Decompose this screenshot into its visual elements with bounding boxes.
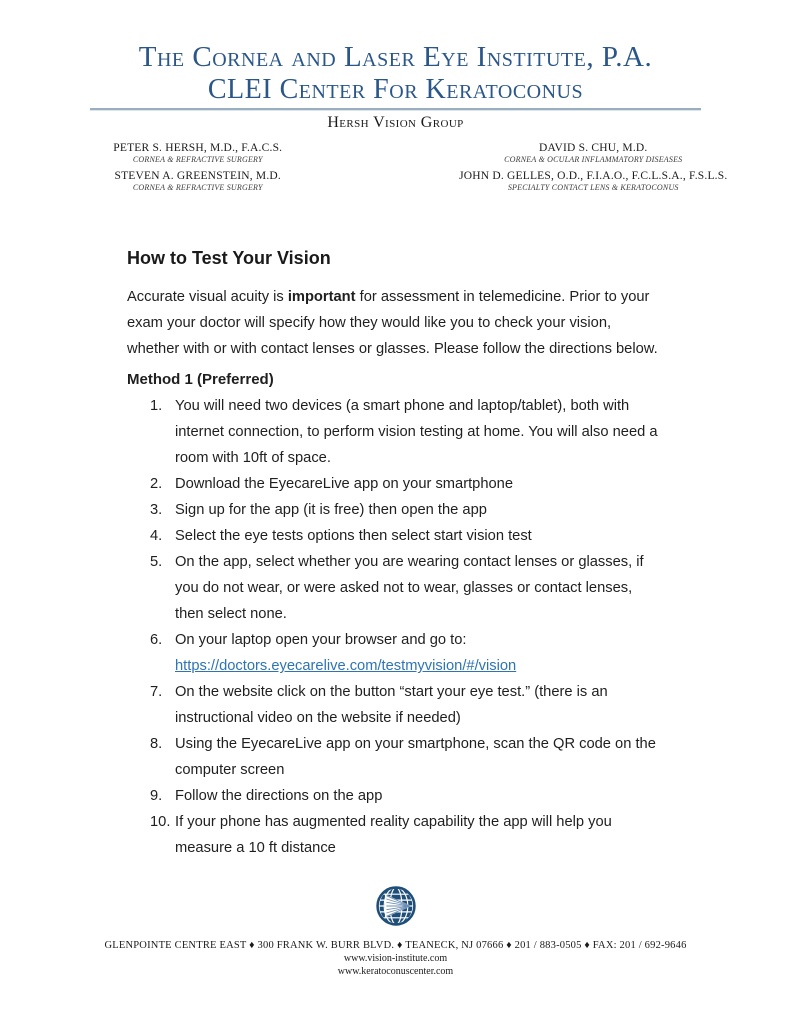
step-text: Download the EyecareLive app on your smartphone — [175, 476, 514, 493]
step-text: On the app, select whether you are wearing contact lenses or glasses, if you do not wear, or were asked not to wear, glasses or contact lenses, then select none. — [175, 554, 644, 623]
doctor-roster — [0, 142, 791, 198]
doctor-specialty: SPECIALTY CONTACT LENS & KERATOCONUS — [507, 183, 679, 193]
step-item — [150, 549, 664, 627]
doctor-specialty: CORNEA & REFRACTIVE SURGERY — [132, 155, 263, 165]
step-text-intro: On your laptop open your browser and go to: — [175, 632, 467, 649]
intro-bold-word: important — [287, 289, 356, 306]
footer-website-1: www.vision-institute.com — [343, 953, 448, 965]
step-number: 10. — [150, 814, 171, 831]
doctor-name: PETER S. HERSH, M.D., F.A.C.S. — [113, 142, 283, 155]
step-text: You will need two devices (a smart phone and laptop/tablet), both with internet connection, to perform vision testing at home. You will also need a room with 10ft of space. — [175, 398, 658, 467]
document-body — [127, 248, 664, 861]
step-item — [150, 627, 664, 679]
method-heading: Method 1 (Preferred) — [127, 371, 274, 389]
step-number: 8. — [150, 736, 163, 753]
step-item — [150, 497, 664, 523]
intro-text-end: for assessment in telemedicine. Prior to your exam your doctor will specify how they would like you to check your vision, whether with or with contact lenses or glasses. Please follow the directions below. — [127, 289, 658, 358]
footer-website-2: www.keratoconuscenter.com — [337, 966, 454, 978]
steps-list — [127, 393, 664, 861]
clei-globe-logo — [368, 878, 424, 934]
step-number: 9. — [150, 788, 163, 805]
doctor-specialty: CORNEA & REFRACTIVE SURGERY — [132, 183, 263, 193]
doctor-entry — [396, 170, 791, 192]
step-item — [150, 523, 664, 549]
institute-name: The Cornea and Laser Eye Institute, P.A. — [138, 41, 653, 73]
doctor-entry — [0, 170, 396, 192]
step-item — [150, 783, 664, 809]
footer-address: GLENPOINTE CENTRE EAST ♦ 300 FRANK W. BURR BLVD. ♦ TEANECK, NJ 07666 ♦ 201 / 883-0505 ♦ FAX: 201 / 692-9646 — [104, 940, 687, 952]
step-number: 7. — [150, 684, 163, 701]
letterhead — [0, 0, 791, 198]
step-item — [150, 679, 664, 731]
center-name: CLEI Center For Keratoconus — [207, 73, 584, 105]
intro-paragraph — [127, 284, 664, 362]
step-text: Sign up for the app (it is free) then open the app — [175, 502, 487, 519]
page-footer — [0, 878, 791, 977]
step-text — [175, 627, 664, 679]
intro-text-start: Accurate visual acuity is — [127, 289, 288, 306]
step-number: 4. — [150, 528, 163, 545]
step-text: Using the EyecareLive app on your smartphone, scan the QR code on the computer screen — [175, 736, 656, 779]
step-number: 5. — [150, 554, 163, 571]
step-number: 1. — [150, 398, 163, 415]
step-item — [150, 393, 664, 471]
doctor-entry — [0, 142, 396, 164]
step-item — [150, 471, 664, 497]
step-text: Select the eye tests options then select start vision test — [175, 528, 532, 545]
doctor-name: DAVID S. CHU, M.D. — [539, 142, 648, 155]
vision-test-link[interactable]: https://doctors.eyecarelive.com/testmyvision/#/vision — [175, 658, 517, 675]
practice-group-name: Hersh Vision Group — [327, 114, 464, 132]
doctor-name: JOHN D. GELLES, O.D., F.I.A.O., F.C.L.S.A., F.S.L.S. — [459, 170, 728, 183]
step-text: Follow the directions on the app — [175, 788, 383, 805]
doctor-name: STEVEN A. GREENSTEIN, M.D. — [114, 170, 281, 183]
step-text: If your phone has augmented reality capability the app will help you measure a 10 ft distance — [175, 814, 612, 857]
step-number: 2. — [150, 476, 163, 493]
doctor-column-right — [396, 142, 791, 198]
logo-wrap — [0, 878, 791, 934]
step-number: 6. — [150, 632, 163, 649]
document-title: How to Test Your Vision — [127, 248, 331, 269]
step-number: 3. — [150, 502, 163, 519]
doctor-specialty: CORNEA & OCULAR INFLAMMATORY DISEASES — [504, 155, 683, 165]
header-rule — [90, 108, 701, 111]
step-item — [150, 731, 664, 783]
step-text: On the website click on the button “start your eye test.” (there is an instructional video on the website if needed) — [175, 684, 608, 727]
doctor-column-left — [0, 142, 396, 198]
doctor-entry — [396, 142, 791, 164]
step-item — [150, 809, 664, 861]
